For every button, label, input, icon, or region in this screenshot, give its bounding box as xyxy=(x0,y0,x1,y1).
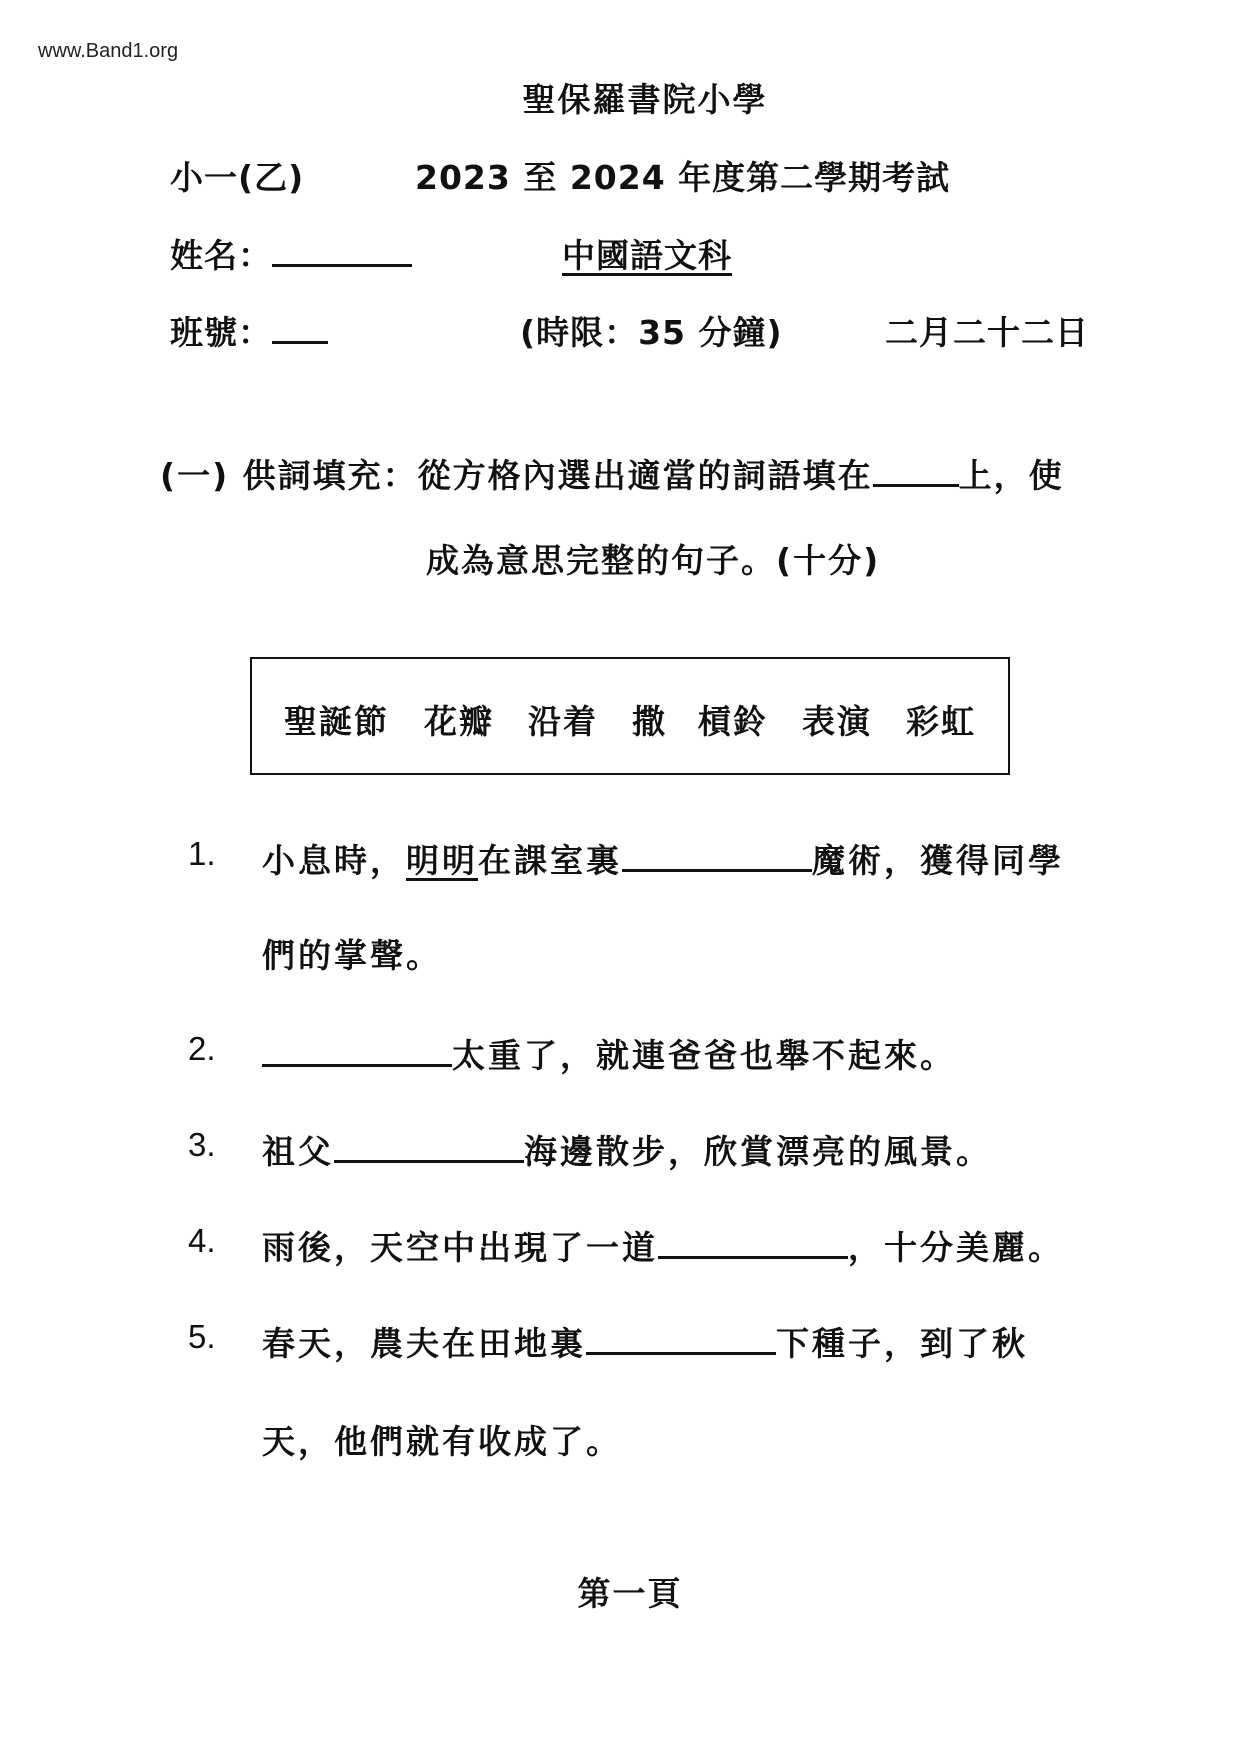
answer-blank-1[interactable] xyxy=(622,841,812,872)
question-5-line2: 天，他們就有收成了。 xyxy=(262,1422,622,1461)
question-number: 5. xyxy=(188,1318,216,1355)
question-1-line2: 們的掌聲。 xyxy=(262,936,442,975)
word-bank-item: 沿着 xyxy=(528,702,598,741)
question-text: 海邊散步，欣賞漂亮的風景。 xyxy=(524,1132,992,1171)
question-text: 太重了，就連爸爸也舉不起來。 xyxy=(452,1036,956,1075)
question-text: 在課室裏 xyxy=(478,841,622,880)
question-1-line1 xyxy=(262,835,1064,882)
word-bank-item: 表演 xyxy=(802,702,872,741)
word-bank-item: 槓鈴 xyxy=(698,702,768,741)
section1-instruction-tail: 上，使 xyxy=(958,456,1064,495)
question-2-line1 xyxy=(262,1030,956,1077)
section1-instruction-line1 xyxy=(160,450,1064,497)
class-field xyxy=(170,307,328,354)
time-limit: (時限：35 分鐘) xyxy=(520,313,783,352)
answer-blank-4[interactable] xyxy=(658,1228,848,1259)
word-bank-item: 彩虹 xyxy=(906,702,976,741)
proper-name-underlined: 明明 xyxy=(406,841,478,880)
name-label: 姓名： xyxy=(170,236,272,275)
subject-title: 中國語文科 xyxy=(562,236,732,275)
question-text: 魔術，獲得同學 xyxy=(812,841,1064,880)
question-text: 祖父 xyxy=(262,1132,334,1171)
watermark-text: www.Band1.org xyxy=(38,40,179,62)
word-bank-item: 撒 xyxy=(632,702,667,741)
instruction-blank-sample xyxy=(873,458,959,487)
question-4-line1 xyxy=(262,1222,1064,1269)
answer-blank-5[interactable] xyxy=(586,1324,776,1355)
word-bank-box xyxy=(250,657,1010,775)
question-number: 2. xyxy=(188,1030,216,1067)
class-blank[interactable] xyxy=(272,315,328,344)
question-3-line1 xyxy=(262,1126,992,1173)
word-bank-item: 花瓣 xyxy=(424,702,494,741)
word-bank-item: 聖誕節 xyxy=(284,702,389,741)
school-name: 聖保羅書院小學 xyxy=(522,80,768,119)
question-text: 下種子，到了秋 xyxy=(776,1324,1028,1363)
question-text: ，十分美麗。 xyxy=(848,1228,1064,1267)
exam-date: 二月二十二日 xyxy=(885,313,1089,352)
question-number: 1. xyxy=(188,835,216,872)
grade-label: 小一(乙) xyxy=(170,158,305,197)
section1-instruction-text: 供詞填充：從方格內選出適當的詞語填在 xyxy=(242,456,873,495)
question-text: 小息時， xyxy=(262,841,406,880)
page-number: 第一頁 xyxy=(577,1574,683,1613)
answer-blank-2[interactable] xyxy=(262,1036,452,1067)
answer-blank-3[interactable] xyxy=(334,1132,524,1163)
question-text: 春天，農夫在田地裏 xyxy=(262,1324,586,1363)
question-number: 4. xyxy=(188,1222,216,1259)
section1-label: (一) xyxy=(160,456,230,495)
exam-title: 2023 至 2024 年度第二學期考試 xyxy=(415,158,951,197)
question-text: 雨後，天空中出現了一道 xyxy=(262,1228,658,1267)
question-number: 3. xyxy=(188,1126,216,1163)
class-label: 班號： xyxy=(170,313,272,352)
name-field xyxy=(170,230,412,277)
question-5-line1 xyxy=(262,1318,1028,1365)
section1-instruction-line2: 成為意思完整的句子。(十分) xyxy=(426,541,881,580)
name-blank[interactable] xyxy=(272,238,412,267)
